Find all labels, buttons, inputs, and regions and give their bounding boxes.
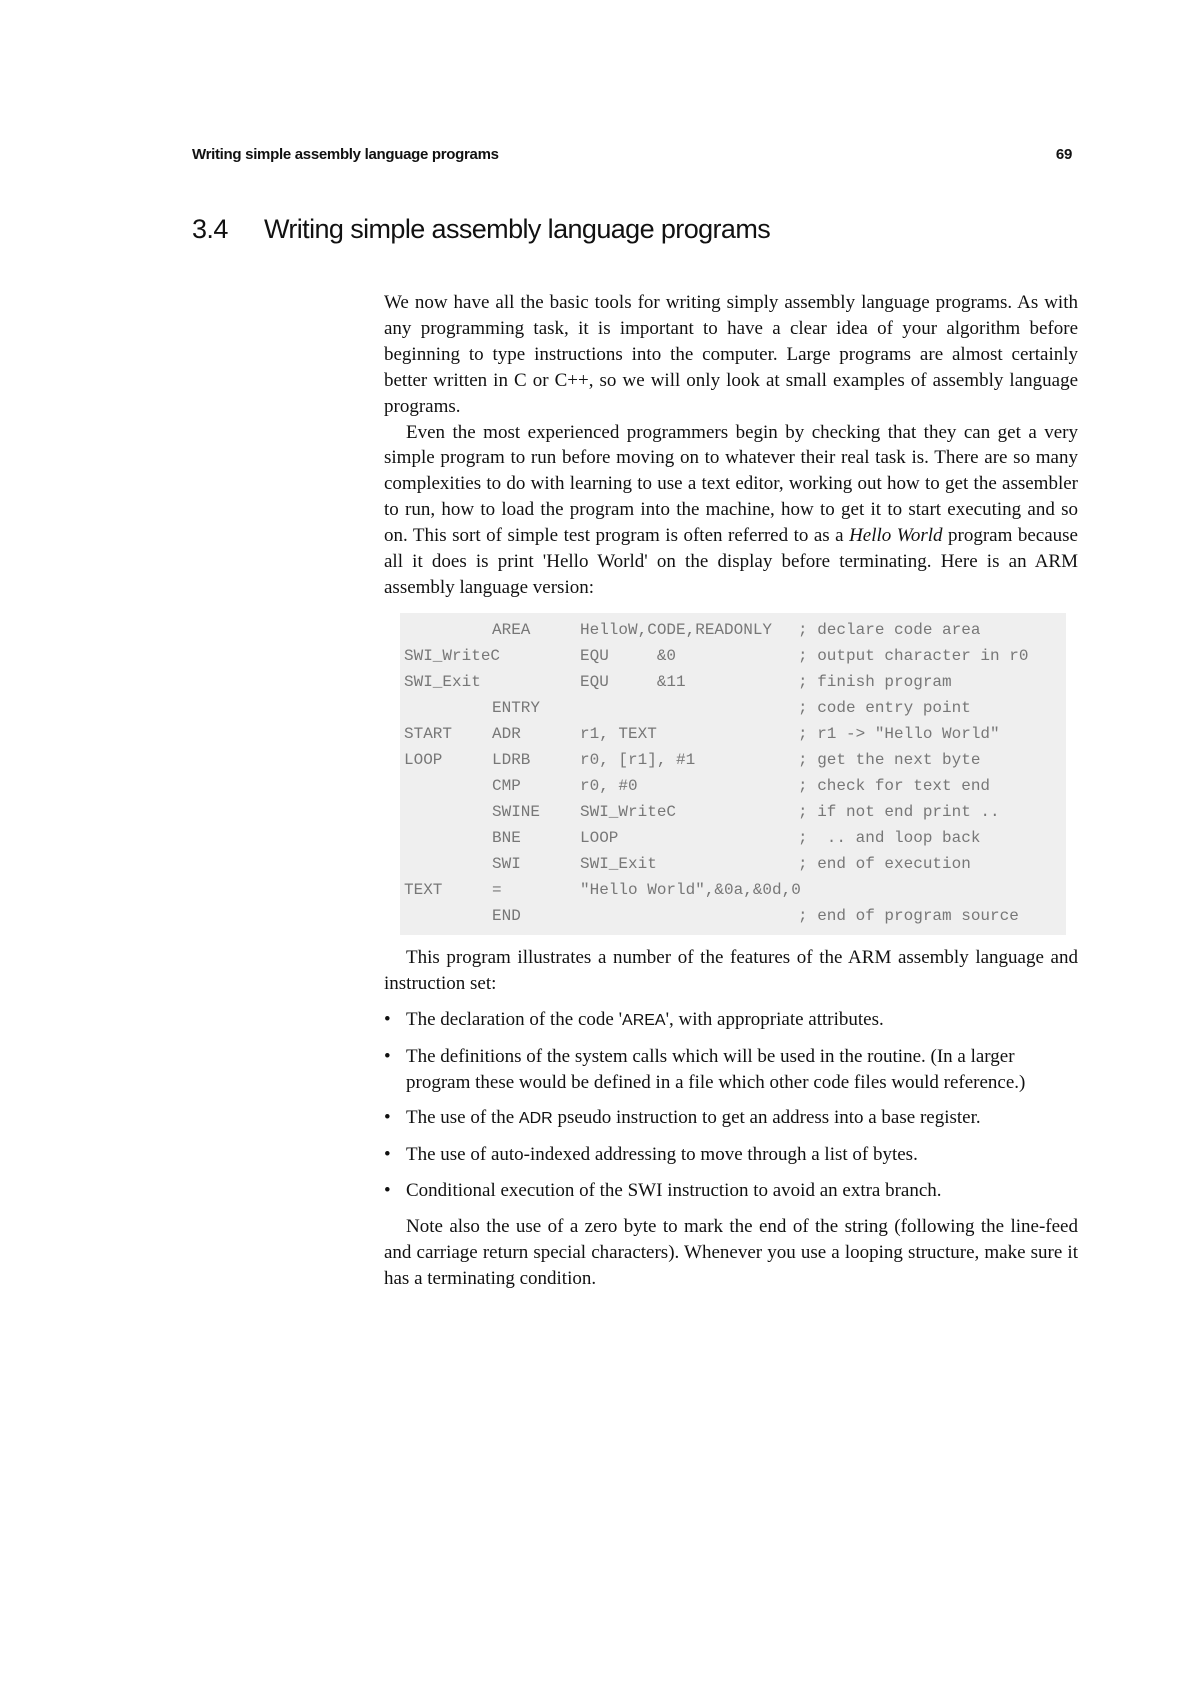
code-label: LOOP [404,750,443,769]
list-item-text: The definitions of the system calls which will be used in the routine. (In a larger program these would be defined in a file which other code files would reference.) [406,1045,1026,1093]
code-operands: EQU &0 [580,646,677,665]
code-label: SWI_WriteC [404,646,501,665]
code-operands: LOOP [580,828,619,847]
code-mnemonic: = [492,880,502,899]
page-number: 69 [1055,146,1072,163]
code-comment: ; end of execution [798,854,971,873]
code-label [404,825,492,851]
code-operands: SWI_WriteC [580,802,677,821]
code-line [404,643,1060,669]
list-item [384,1007,1078,1034]
code-mnemonic: END [492,906,521,925]
code-line [404,669,1060,695]
inline-code: ADR [518,1110,553,1128]
body-text [384,290,1078,1292]
code-label [404,617,492,643]
bullet-icon: • [384,1045,391,1067]
code-operands: r0, #0 [580,776,638,795]
running-head-title: Writing simple assembly language programs [192,146,499,163]
code-label [404,773,492,799]
section-title: Writing simple assembly language programs [264,214,771,244]
code-label [404,695,492,721]
code-mnemonic [492,643,580,669]
running-head [192,146,1072,163]
code-comment: ; end of program source [798,906,1019,925]
code-mnemonic [492,669,580,695]
bullet-icon: • [384,1008,391,1030]
code-comment: ; code entry point [798,698,971,717]
code-mnemonic: AREA [492,620,531,639]
code-listing [400,613,1066,935]
code-line [404,825,1060,851]
code-mnemonic: ENTRY [492,698,541,717]
list-item-text-end: ', with appropriate attributes. [665,1008,884,1030]
bullet-icon: • [384,1107,391,1129]
code-label: SWI_Exit [404,672,481,691]
code-mnemonic: SWINE [492,802,541,821]
code-comment: ; if not end print .. [798,802,1000,821]
list-item-text-start: The use of the [406,1107,519,1129]
code-operands: SWI_Exit [580,854,657,873]
list-item-text-end: pseudo instruction to get an address into a base register. [552,1107,981,1129]
code-label: TEXT [404,880,443,899]
code-mnemonic: LDRB [492,750,531,769]
code-line [404,721,1060,747]
code-label [404,799,492,825]
code-mnemonic: BNE [492,828,521,847]
section-number: 3.4 [192,214,228,244]
paragraph-hello-world-start: Even the most experienced programmers begin by checking that they can get a very simple program to run before moving on to whatever their real task is. There are so many complexities to do with learning to use a text editor, working out how to get the assembler to run, how to load the program into the machine, how to get it to start executing and so on. This sort of simple test program is often referred to as a [384,421,1078,547]
section-heading [192,214,770,245]
list-item-text-start: The declaration of the code ' [406,1008,623,1030]
code-comment: ; declare code area [798,620,981,639]
code-comment: ; output character in r0 [798,646,1029,665]
list-item [384,1178,1078,1204]
bullet-icon: • [384,1144,391,1166]
list-item [384,1105,1078,1132]
paragraph-features: This program illustrates a number of the features of the ARM assembly language and instruction set: [384,946,1078,994]
code-operands: r1, TEXT [580,724,657,743]
code-operands: HelloW,CODE,READONLY [580,620,773,639]
paragraph-intro: We now have all the basic tools for writing simply assembly language programs. As with any programming task, it is important to have a clear idea of your algorithm before beginning to type instructions into the computer. Large programs are almost certainly better written in C or C++, so we will only look at small examples of assembly language programs. [384,292,1078,417]
code-line [404,773,1060,799]
code-line [404,799,1060,825]
code-line [404,747,1060,773]
code-label: START [404,724,453,743]
feature-list [384,1007,1078,1204]
code-line [404,695,1060,721]
code-operands: EQU &11 [580,672,686,691]
code-comment: ; get the next byte [798,750,981,769]
code-comment: ; finish program [798,672,952,691]
code-line [404,877,1060,903]
code-label [404,903,492,929]
code-line [404,617,1060,643]
code-mnemonic: ADR [492,724,521,743]
bullet-icon: • [384,1180,391,1202]
list-item [384,1142,1078,1168]
code-label [404,851,492,877]
code-mnemonic: CMP [492,776,521,795]
code-mnemonic: SWI [492,854,521,873]
paragraph-note: Note also the use of a zero byte to mark the end of the string (following the line-feed and carriage return special characters). Whenever you use a looping structure, make sure it has a terminating condition. [384,1216,1078,1289]
code-operands [580,903,798,929]
list-item-text: Conditional execution of the SWI instruction to avoid an extra branch. [406,1180,942,1202]
code-line [404,903,1060,929]
list-item-text: The use of auto-indexed addressing to move through a list of bytes. [406,1144,918,1166]
code-comment: ; check for text end [798,776,991,795]
code-comment: ; r1 -> "Hello World" [798,724,1000,743]
paragraph-hello-world-end: program because all it does is print 'Hello World' on the display before terminating. Here is an ARM assembly language version: [384,525,1078,598]
hello-world-emphasis: Hello World [849,525,943,547]
paragraph-hello-world [384,420,1078,601]
code-operands: "Hello World",&0a,&0d,0 [580,880,801,899]
inline-code: AREA [622,1011,666,1029]
code-comment: ; .. and loop back [798,828,981,847]
list-item [384,1044,1078,1096]
code-line [404,851,1060,877]
code-operands [580,695,798,721]
code-operands: r0, [r1], #1 [580,750,696,769]
